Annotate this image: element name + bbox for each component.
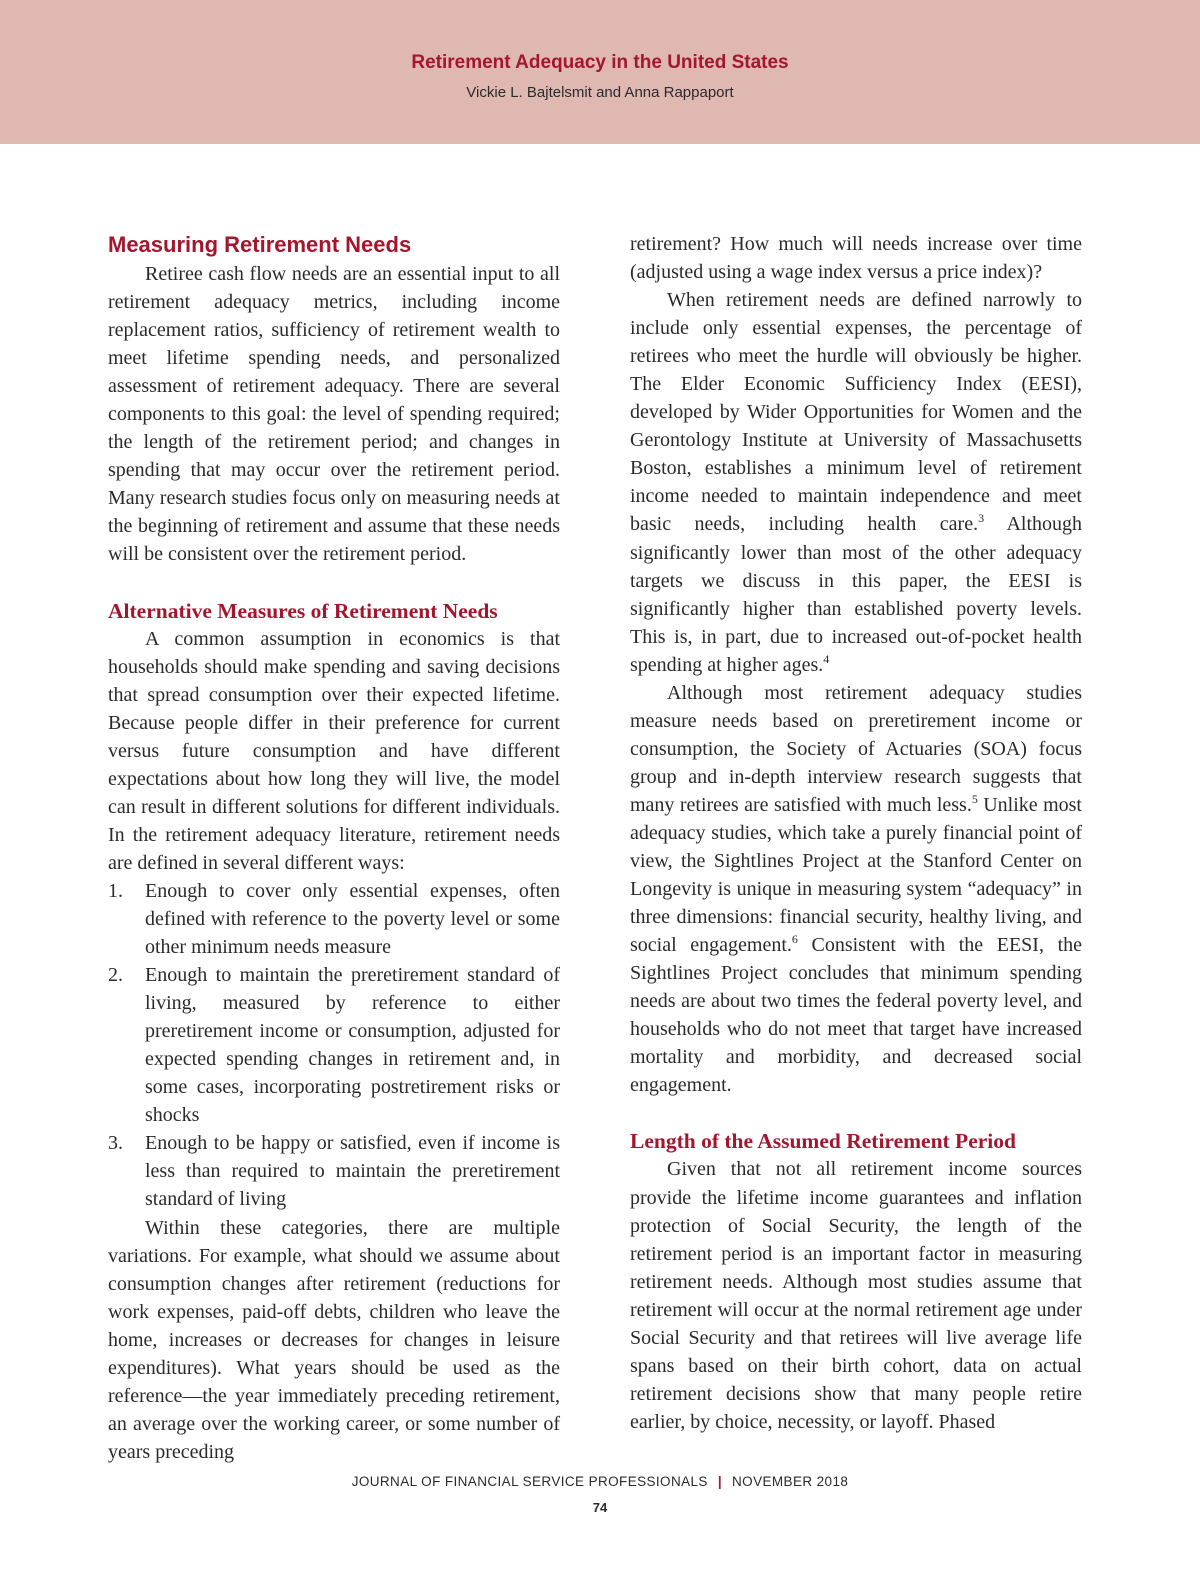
list-item	[108, 961, 560, 1129]
paragraph-essential-expenses	[630, 286, 1082, 679]
running-header	[0, 0, 1200, 144]
list-number: 2.	[108, 964, 123, 987]
page-number: 74	[592, 1500, 608, 1515]
retirement-needs-list	[108, 877, 560, 1214]
list-number: 1.	[108, 879, 123, 902]
paragraph-soa-sightlines	[630, 679, 1082, 1100]
heading-alternative-measures: Alternative Measures of Retirement Needs	[108, 598, 498, 623]
list-item	[108, 877, 560, 961]
heading-measuring-retirement-needs: Measuring Retirement Needs	[108, 232, 412, 257]
page-footer	[0, 1474, 1200, 1489]
issue-date: NOVEMBER 2018	[732, 1474, 849, 1489]
paragraph-retiree-cash-flow: Retiree cash flow needs are an essential input to all retirement adequacy metrics, including income replacement ratios, sufficiency of retirement wealth to meet lifetime spending needs, and personalized assessment of retirement adequacy. There are several components to this goal: the level of spending required; the length of the retirement period; and changes in spending that may occur over the retirement period. Many research studies focus only on measuring needs at the beginning of retirement and assume that these needs will be consistent over the retirement period.	[108, 263, 560, 566]
list-item-text: Enough to maintain the preretirement standard of living, measured by reference to either preretirement income or consumption, adjusted for expected spending changes in retirement and, in some cases, incorporating postretirement risks or shocks	[145, 964, 560, 1127]
section-spacer	[630, 1099, 1082, 1127]
left-column	[108, 230, 560, 1466]
list-number: 3.	[108, 1132, 123, 1155]
right-column	[630, 230, 1082, 1436]
footnote-ref-4[interactable]: 4	[823, 651, 830, 666]
footnote-ref-6[interactable]: 6	[791, 932, 798, 947]
paragraph-continuation: retirement? How much will needs increase over time (adjusted using a wage index versus a price index)?	[630, 233, 1082, 284]
text-sightlines-cont: Consistent with the EESI, the Sightlines Project concludes that minimum spending needs are about two times the federal poverty level, and households who do not meet that target have increased mortality and morbidity, and decreased social engagement.	[630, 934, 1083, 1097]
list-item-text: Enough to be happy or satisfied, even if income is less than required to maintain the preretirement standard of living	[145, 1132, 560, 1211]
paragraph-length-retirement: Given that not all retirement income sources provide the lifetime income guarantees and inflation protection of Social Security, the length of the retirement period is an important factor in measuring retirement needs. Although most studies assume that retirement will occur at the normal retirement age under Social Security and that retirees will live average life spans based on their birth cohort, data on actual retirement decisions show that many people retire earlier, by choice, necessity, or layoff. Phased	[630, 1158, 1082, 1433]
list-item	[108, 1129, 560, 1213]
text-sightlines: Unlike most adequacy studies, which take a purely financial point of view, the Sightlines Project at the Stanford Center on Longevity is unique in measuring system “adequacy” in three dimensions: financial security, healthy living, and social engagement.	[630, 793, 1082, 957]
article-title: Retirement Adequacy in the United States	[411, 52, 789, 73]
text-eesi: When retirement needs are defined narrowly to include only essential expenses, the percentage of retirees who meet the hurdle will obviously be higher. The Elder Economic Sufficiency Index (EESI), developed by Wider Opportunities for Women and the Gerontology Institute at University of Massachusetts Boston, establishes a minimum level of retirement income needed to maintain independence and meet basic needs, including health care.	[630, 289, 1082, 536]
heading-length-retirement-period: Length of the Assumed Retirement Period	[630, 1129, 1016, 1154]
text-soa: Although most retirement adequacy studies measure needs based on preretirement income or consumption, the Society of Actuaries (SOA) focus group and in-depth interview research suggests that many retirees are satisfied with much less.	[630, 681, 1082, 816]
text-eesi-cont: Although significantly lower than most of the other adequacy targets we discuss in this paper, the EESI is significantly higher than established poverty levels. This is, in part, due to increased out-of-pocket health spending at higher ages.	[630, 513, 1083, 676]
section-spacer	[108, 569, 560, 597]
footer-separator: |	[717, 1474, 723, 1489]
paragraph-common-assumption: A common assumption in economics is that households should make spending and saving decisions that spread consumption over their expected lifetime. Because people differ in their preference for current versus future consumption and have different expectations about how long they will live, the model can result in different solutions for different individuals. In the retirement adequacy literature, retirement needs are defined in several different ways:	[108, 627, 560, 874]
footnote-ref-3[interactable]: 3	[978, 511, 985, 526]
paragraph-within-categories: Within these categories, there are multiple variations. For example, what should we assume about consumption changes after retirement (reductions for work expenses, paid-off debts, children who leave the home, increases or decreases for changes in leisure expenditures). What years should be used as the reference—the year immediately preceding retirement, an average over the working career, or some number of years preceding	[108, 1216, 560, 1463]
list-item-text: Enough to cover only essential expenses, often defined with reference to the poverty level or some other minimum needs measure	[145, 879, 560, 959]
footnote-ref-5[interactable]: 5	[971, 791, 978, 806]
journal-name: JOURNAL OF FINANCIAL SERVICE PROFESSIONALS	[351, 1474, 708, 1489]
article-authors: Vickie L. Bajtelsmit and Anna Rappaport	[466, 84, 734, 101]
